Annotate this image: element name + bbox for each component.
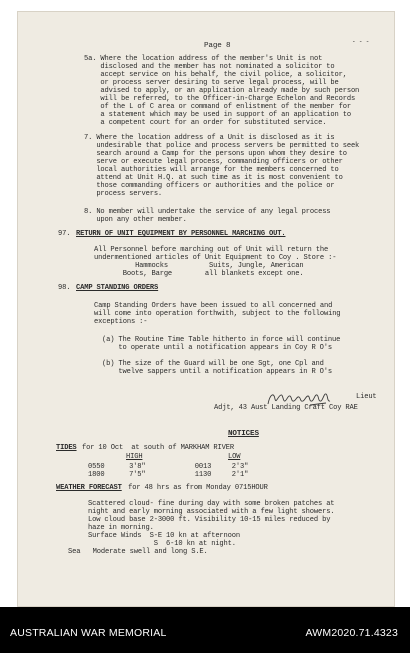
- tides-text: for 10 Oct at south of MARKHAM RIVER: [82, 444, 234, 452]
- para-5a-line: accept service on his behalf, the civil police, a solicitor,: [84, 71, 347, 79]
- para-8-line: 8. No member will undertake the service of any legal process: [84, 208, 331, 216]
- item-97-line: Hammocks Suits, Jungle, American: [94, 262, 304, 270]
- item-98-line: Camp Standing Orders have been issued to all concerned and: [94, 302, 333, 310]
- para-5a-line: or process server desiring to serve legal process, will be: [84, 79, 339, 87]
- item-97-line: Boots, Barge all blankets except one.: [94, 270, 304, 278]
- item-98a-line: (a) The Routine Time Table hitherto in force will continue: [102, 336, 341, 344]
- weather-line: Sea Moderate swell and long S.E.: [68, 548, 208, 556]
- item-97-line: All Personnel before marching out of Unit will return the: [94, 246, 329, 254]
- para-7-line: serve or execute legal process, commanding officers or other: [84, 158, 343, 166]
- para-7-line: 7. Where the location address of a Unit is disclosed as it is: [84, 134, 335, 142]
- weather-line: night and early morning associated with a few light showers.: [88, 508, 335, 516]
- weather-line: S 6-10 kn at night.: [88, 540, 236, 548]
- item-98-line: will come into operation forthwith, subject to the following: [94, 310, 341, 318]
- footer-accession-number: AWM2020.71.4323: [305, 627, 398, 639]
- tides-heading: TIDES: [56, 444, 77, 452]
- weather-line: Surface Winds S-E 10 kn at afternoon: [88, 532, 240, 540]
- weather-line: haze in morning.: [88, 524, 154, 532]
- para-7-line: undesirable that police and process servers be permitted to seek: [84, 142, 360, 150]
- footer-institution: AUSTRALIAN WAR MEMORIAL: [10, 627, 167, 639]
- para-5a-line: 5a. Where the location address of the member's Unit is not: [84, 55, 323, 63]
- para-7-line: those commanding officers or authorities and the police or: [84, 182, 335, 190]
- para-5a-line: will be referred, to the Officer-in-Charge Echelon and Records: [84, 95, 356, 103]
- para-5a-line: a statement which may be used in support of an application to: [84, 111, 351, 119]
- weather-line: Low cloud base 2-3000 ft. Visibility 10-15 miles reduced by: [88, 516, 331, 524]
- para-5a-line: of the L of C area or command of enlistment of the member for: [84, 103, 351, 111]
- signature-line: Adjt, 43 Aust Landing Craft Coy RAE: [214, 404, 358, 412]
- para-7-line: process servers.: [84, 190, 163, 198]
- page-number: Page 8: [204, 42, 231, 50]
- para-7-line: search around a Camp for the persons upon whom they desire to: [84, 150, 347, 158]
- para-8-line: upon any other member.: [84, 216, 187, 224]
- item-97-title: RETURN OF UNIT EQUIPMENT BY PERSONNEL MARCHING OUT.: [76, 230, 286, 238]
- para-5a-line: advised to apply, or an application already made by such person: [84, 87, 360, 95]
- archive-footer: [0, 607, 410, 653]
- para-7-line: local authorities will arrange for the members concerned to: [84, 166, 339, 174]
- para-7-line: attend at Unit H.Q. at such time as it is most convenient to: [84, 174, 343, 182]
- para-5a-line: a competent court for an order for substituted service.: [84, 119, 327, 127]
- item-97-line: undermentioned articles of Unit Equipment to Coy . Store :-: [94, 254, 337, 262]
- item-98-line: exceptions :-: [94, 318, 148, 326]
- item-98b-line: twelve sappers until a notification appears in R O's: [102, 368, 332, 376]
- signature-rank: Lieut: [356, 393, 377, 401]
- weather-line: Scattered cloud- fine during day with some broken patches at: [88, 500, 335, 508]
- item-97-number: 97.: [58, 230, 71, 238]
- weather-heading: WEATHER FORECAST: [56, 484, 122, 492]
- page-mark: - - -: [352, 38, 370, 45]
- tides-row: 0550 3'8" 0013 2'3": [88, 463, 249, 471]
- tides-row: 1800 7'5" 1130 2'1": [88, 471, 249, 479]
- document-page: [18, 12, 394, 606]
- notices-title: NOTICES: [228, 430, 259, 438]
- item-98a-line: to operate until a notification appears in Coy R O's: [102, 344, 332, 352]
- item-98-number: 98.: [58, 284, 71, 292]
- tides-col-high: HIGH: [126, 453, 143, 461]
- item-98-title: CAMP STANDING ORDERS: [76, 284, 159, 292]
- tides-col-low: LOW: [228, 453, 241, 461]
- item-98b-line: (b) The size of the Guard will be one Sgt, one Cpl and: [102, 360, 324, 368]
- para-5a-line: disclosed and the member has not nominated a solicitor to: [84, 63, 335, 71]
- weather-text: for 48 hrs as from Monday 0715HOUR: [124, 484, 268, 492]
